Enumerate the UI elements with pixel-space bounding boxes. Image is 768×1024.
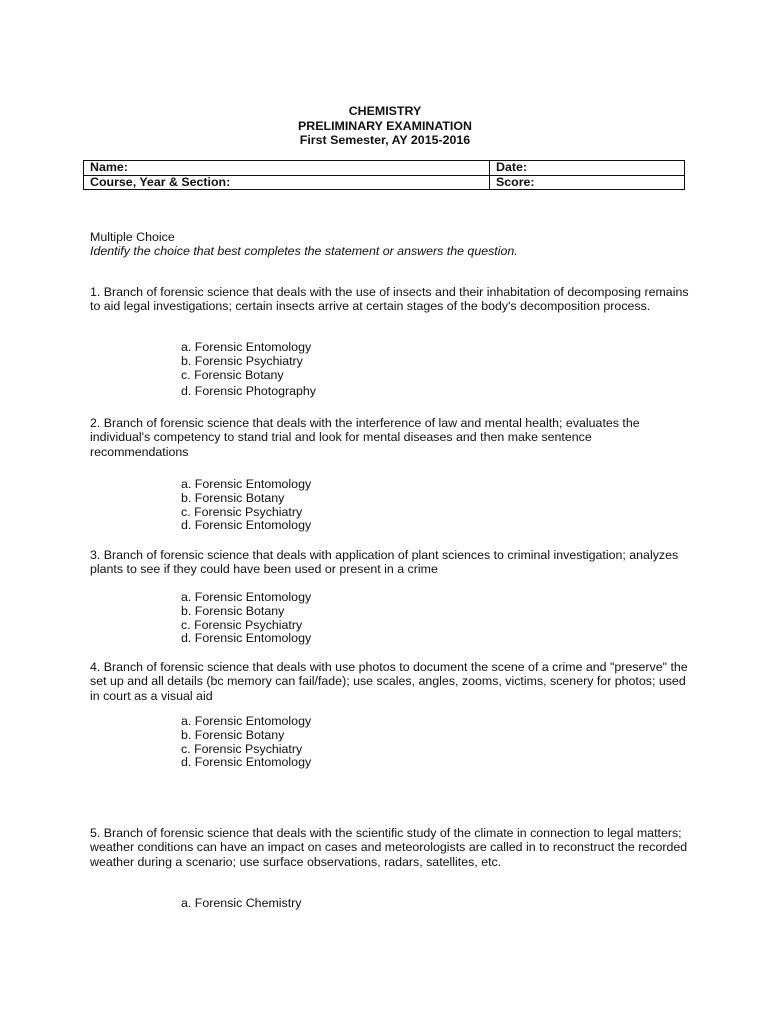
question-2-text: 2. Branch of forensic science that deals with the interference of law and mental health; evaluates the individual's competency to stand trial and look for mental diseases and then make sentence recommendations [90,416,640,459]
question-4-text: 4. Branch of forensic science that deals with use photos to document the scene of a crime and "preserve" the set up and all details (bc memory can fail/fade); use scales, angles, zooms, victims, scenery for photos; used in court as a visual aid [90,660,688,703]
choice-1a: a. Forensic Entomology [181,340,312,354]
choice-3c: c. Forensic Psychiatry [181,617,303,632]
question-5-choices [181,897,302,911]
choice-2a: a. Forensic Entomology [181,477,312,491]
exam-header [0,104,768,148]
question-2-choices [181,478,311,533]
exam-title: PRELIMINARY EXAMINATION [298,118,472,133]
choice-3d: d. Forensic Entomology [181,631,312,646]
question-1-text: 1. Branch of forensic science that deals with the use of insects and their inhabitation of decomposing remains to aid legal investigations; certain insects arrive at certain stages of the body's decomposition process. [90,285,689,314]
choice-5a: a. Forensic Chemistry [181,896,302,910]
choice-3b: b. Forensic Botany [181,603,285,618]
choice-3a: a. Forensic Entomology [181,590,312,604]
course-field: Course, Year & Section: [84,175,490,190]
choice-1c: c. Forensic Botany [181,367,284,382]
semester-title: First Semester, AY 2015-2016 [299,133,471,148]
question-5-text: 5. Branch of forensic science that deals with the scientific study of the climate in connection to legal matters; weather conditions can have an impact on cases and meteorologists are called in to reconstruct the recorded weather during a scenario; use surface observations, radars, satellites, etc. [90,826,688,869]
choice-4c: c. Forensic Psychiatry [181,741,303,756]
student-info-table [83,160,685,190]
question-4-choices [181,715,311,770]
question-3-text: 3. Branch of forensic science that deals with application of plant sciences to criminal investigation; analyzes plants to see if they could have been used or present in a crime [90,548,679,577]
info-row-2 [84,175,685,190]
choice-2b: b. Forensic Botany [181,490,285,505]
choice-1d: d. Forensic Photography [181,384,316,399]
section-type: Multiple Choice [90,230,175,244]
date-field: Date: [490,161,685,176]
choice-2c: c. Forensic Psychiatry [181,504,303,519]
choice-4d: d. Forensic Entomology [181,755,312,770]
question-3-choices [181,591,311,646]
score-field: Score: [490,175,685,190]
choice-4a: a. Forensic Entomology [181,714,312,728]
info-row-1 [84,161,685,176]
question-1-choices [181,341,316,399]
subject-title: CHEMISTRY [348,104,422,118]
name-field: Name: [84,161,490,176]
choice-4b: b. Forensic Botany [181,727,285,742]
choice-1b: b. Forensic Psychiatry [181,353,303,368]
choice-2d: d. Forensic Entomology [181,518,312,533]
section-instructions: Identify the choice that best completes the statement or answers the question. [90,244,518,259]
instructions [90,230,690,259]
